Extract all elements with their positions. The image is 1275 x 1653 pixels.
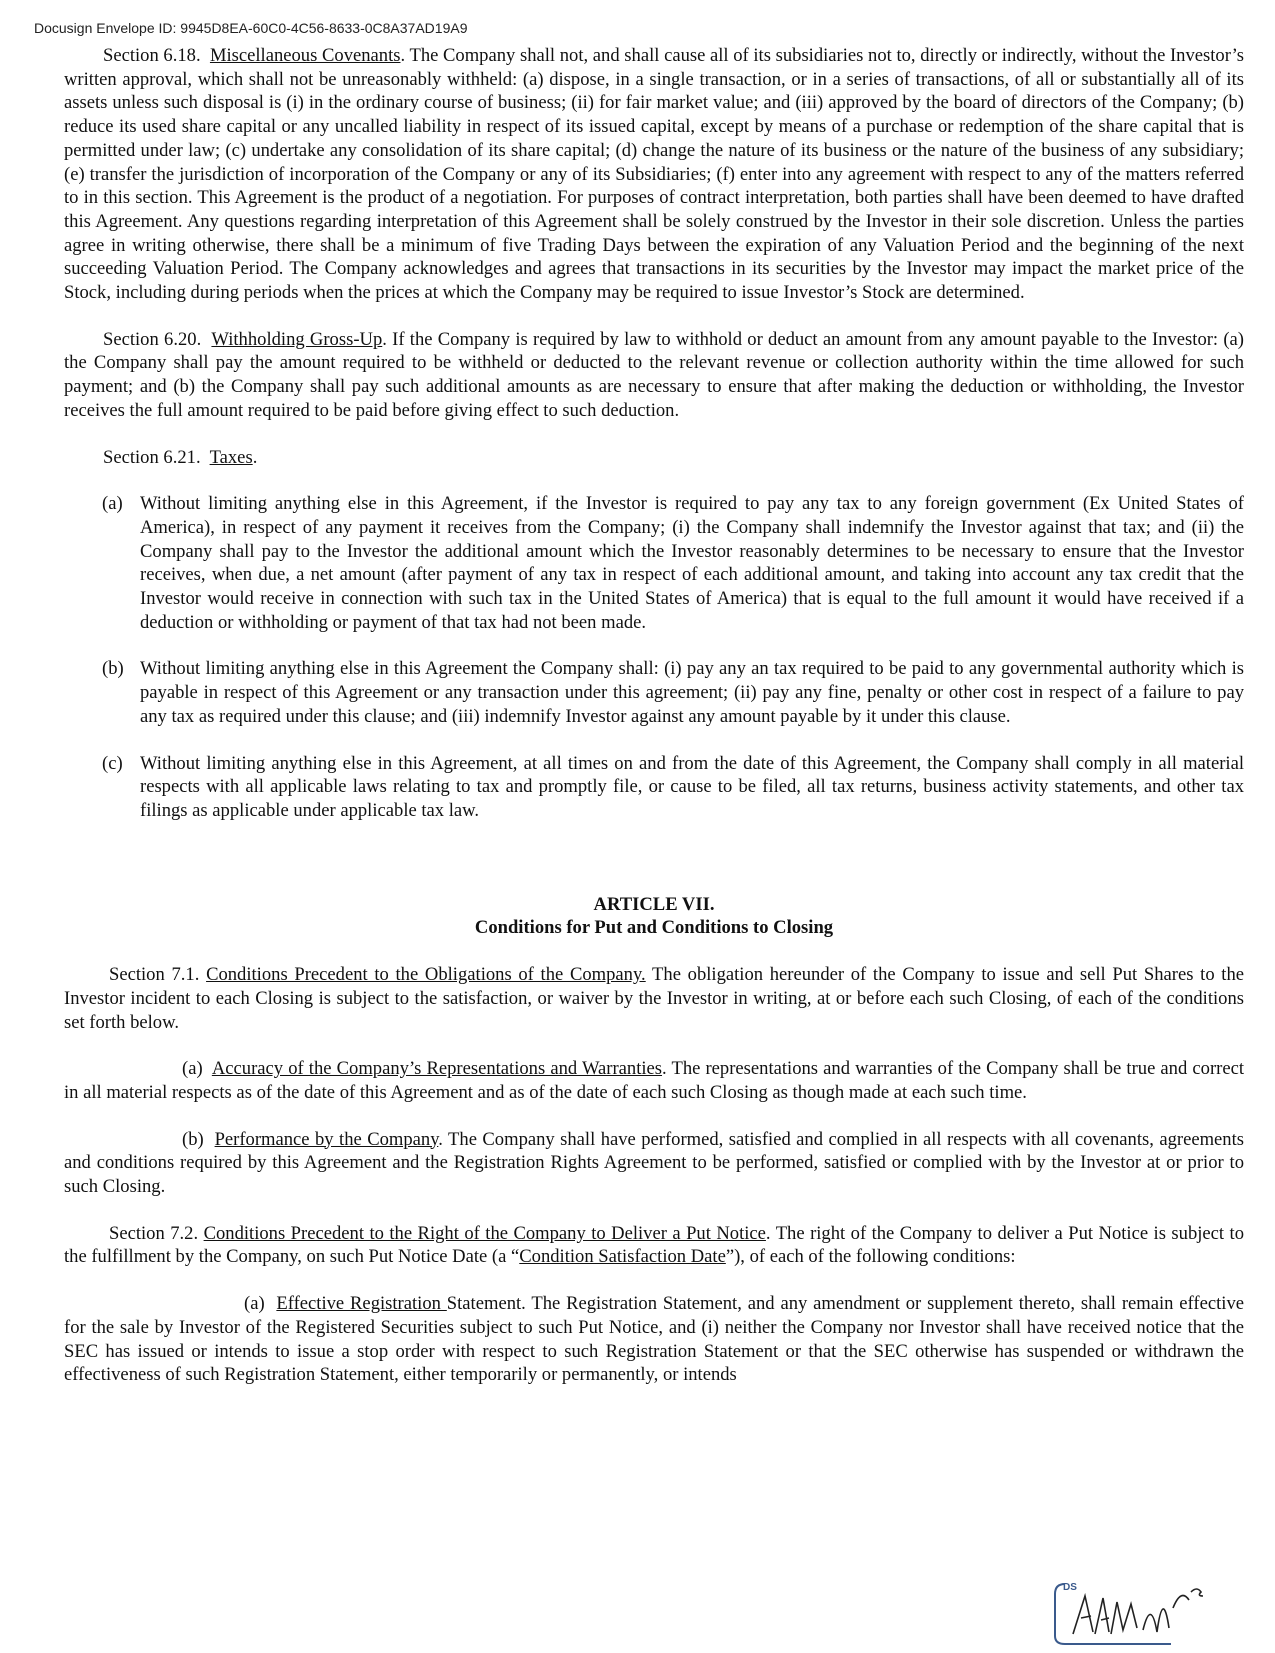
signature-tag: DS — [1063, 1582, 1077, 1593]
docusign-initials-signature — [1051, 1578, 1251, 1648]
item-title: Effective Registration — [276, 1293, 447, 1315]
section-title: Miscellaneous Covenants — [209, 45, 401, 66]
article-heading — [64, 893, 1244, 940]
item-text: Without limiting anything else in this Agreement, at all times on and from the date of this Agreement, the Company shall comply in all material respects with all applicable laws relating to tax and promptly file, or cause to be filed, all tax returns, business activity statements, and other tax filings as applicable under applicable tax law. — [140, 752, 1244, 821]
section-number: Section 7.2. — [109, 1222, 199, 1244]
section-7-1 — [64, 963, 1244, 1034]
section-title: Conditions Precedent to the Obligations of the Company. — [206, 964, 646, 986]
item-label: (b) — [182, 1128, 204, 1150]
item-title: Accuracy of the Company’s Representations and Warranties — [211, 1058, 663, 1080]
section-title: Conditions Precedent to the Right of the Company to Deliver a Put Notice — [203, 1222, 766, 1244]
signature-frame — [1055, 1584, 1171, 1644]
item-label: (a) — [244, 1293, 265, 1315]
article-title: ARTICLE VII. — [593, 893, 715, 915]
article-subtitle: Conditions for Put and Conditions to Closing — [474, 917, 834, 939]
section-6-20 — [64, 328, 1244, 423]
section-number: Section 6.21. — [103, 446, 201, 468]
item-text: Without limiting anything else in this Agreement, if the Investor is required to pay any tax to any foreign government (Ex United States of America), in respect of any payment it receives from the Company; (i) the Company shall indemnify the Investor against that tax; and (ii) the Company shall pay to the Investor the additional amount which the Investor reasonably determines to be necessary to ensure that the Investor receives, when due, a net amount (after payment of any tax in respect of each additional amount, and taking into account any tax credit that the Investor would receive in connection with such tax in the United States of America) that is equal to the full amount it would have received if a deduction or withholding or payment of that tax had not been made. — [140, 493, 1244, 633]
item-text: . The Company shall have performed, satisfied and complied in all respects with all covenants, agreements and conditions required by this Agreement and the Registration Rights Agreement to be performed, satisfied or complied with by the Investor at or prior to such Closing. — [64, 1128, 1244, 1198]
section-body: . If the Company is required by law to withhold or deduct an amount from any amount payable to the Investor: (a) the Company shall pay the amount required to be withheld or deducted to the relevant revenue or collection authority within the time allowed for such payment; and (b) the Company shall pay such additional amounts as are necessary to ensure that after making the deduction or withholding, the Investor receives the full amount required to be paid before giving effect to such deduction. — [64, 328, 1244, 421]
tax-item-a — [64, 492, 1244, 634]
signature-strokes — [1073, 1589, 1203, 1634]
section-body-end: ”), of each of the following conditions: — [725, 1246, 1016, 1268]
item-label: (a) — [182, 1058, 203, 1080]
section-body: The obligation hereunder of the Company to issue and sell Put Shares to the Investor incident to each Closing is subject to the satisfaction, or waiver by the Investor in writing, at or before each such Closing, of each of the conditions set forth below. — [64, 964, 1245, 1033]
section-6-18 — [64, 44, 1244, 305]
section-7-1-b — [64, 1128, 1244, 1199]
docusign-envelope-id: Docusign Envelope ID: 9945D8EA-60C0-4C56-8633-0C8A37AD19A9 — [34, 20, 468, 36]
section-title: Taxes — [209, 446, 253, 468]
section-body: . The right of the Company to deliver a Put Notice is subject to the fulfillment by the Company, on such Put Notice Date (a “ — [64, 1222, 1245, 1268]
section-7-2 — [64, 1222, 1244, 1269]
section-title-end: . — [252, 446, 258, 468]
item-text: Statement. The Registration Statement, and any amendment or supplement thereto, shall remain effective for the sale by Investor of the Registered Securities subject to such Put Notice, and (i) neither the Company nor Investor shall have received notice that the SEC has issued or intends to issue a stop order with respect to such Registration Statement or that the SEC otherwise has suspended or withdrawn the effectiveness of such Registration Statement, either temporarily or permanently, or intends — [64, 1293, 1244, 1386]
item-label: (a) — [102, 493, 123, 515]
tax-item-b — [64, 657, 1244, 728]
section-title: Withholding Gross-Up — [211, 328, 383, 350]
item-label: (c) — [102, 752, 123, 774]
document-page — [64, 44, 1244, 1387]
section-number: Section 6.20. — [103, 328, 202, 350]
item-label: (b) — [102, 658, 124, 680]
section-number: Section 7.1. — [109, 964, 200, 986]
item-text: . The representations and warranties of the Company shall be true and correct in all material respects as of the date of this Agreement and as of the date of each such Closing as though made at each such time. — [64, 1058, 1244, 1103]
item-title: Performance by the Company — [214, 1128, 439, 1150]
section-7-2-a — [64, 1292, 1244, 1387]
item-text: Without limiting anything else in this Agreement the Company shall: (i) pay any an tax required to be paid to any governmental authority which is payable in respect of this Agreement or any transaction under this agreement; (ii) pay any fine, penalty or other cost in respect of a failure to pay any tax as required under this clause; and (iii) indemnify Investor against any amount payable by it under this clause. — [140, 658, 1244, 727]
section-6-21 — [64, 446, 1244, 470]
section-7-1-a — [64, 1057, 1244, 1104]
section-number: Section 6.18. — [103, 45, 201, 66]
tax-item-c — [64, 752, 1244, 823]
section-body: . The Company shall not, and shall cause all of its subsidiaries not to, directly or indirectly, without the Investor’s written approval, which shall not be unreasonably withheld: (a) dispose, in a single transaction, or in a series of transactions, of all or substantially all of its assets unless such disposal is (i) in the ordinary course of business; (ii) for fair market value; and (iii) approved by the board of directors of the Company; (b) reduce its used share capital or any uncalled liability in respect of its issued capital, except by means of a purchase or redemption of the share capital that is permitted under law; (c) undertake any consolidation of its share capital; (d) change the nature of its business or the nature of the business of any subsidiary; (e) transfer the jurisdiction of incorporation of the Company or any of its Subsidiaries; (f) enter into any agreement with respect to any of the matters referred to in this section. This Agreement is the product of a negotiation. For purposes of contract interpretation, both parties shall have been deemed to have drafted this Agreement. Any questions regarding interpretation of this Agreement shall be solely construed by the Investor in their sole discretion. Unless the parties agree in writing otherwise, there shall be a minimum of five Trading Days between the expiration of any Valuation Period and the beginning of the next succeeding Valuation Period. The Company acknowledges and agrees that transactions in its securities by the Investor may impact the market price of the Stock, including during periods when the prices at which the Company may be required to issue Investor’s Stock are determined. — [64, 45, 1245, 304]
defined-term: Condition Satisfaction Date — [519, 1246, 726, 1268]
signature-icon — [1051, 1578, 1251, 1648]
